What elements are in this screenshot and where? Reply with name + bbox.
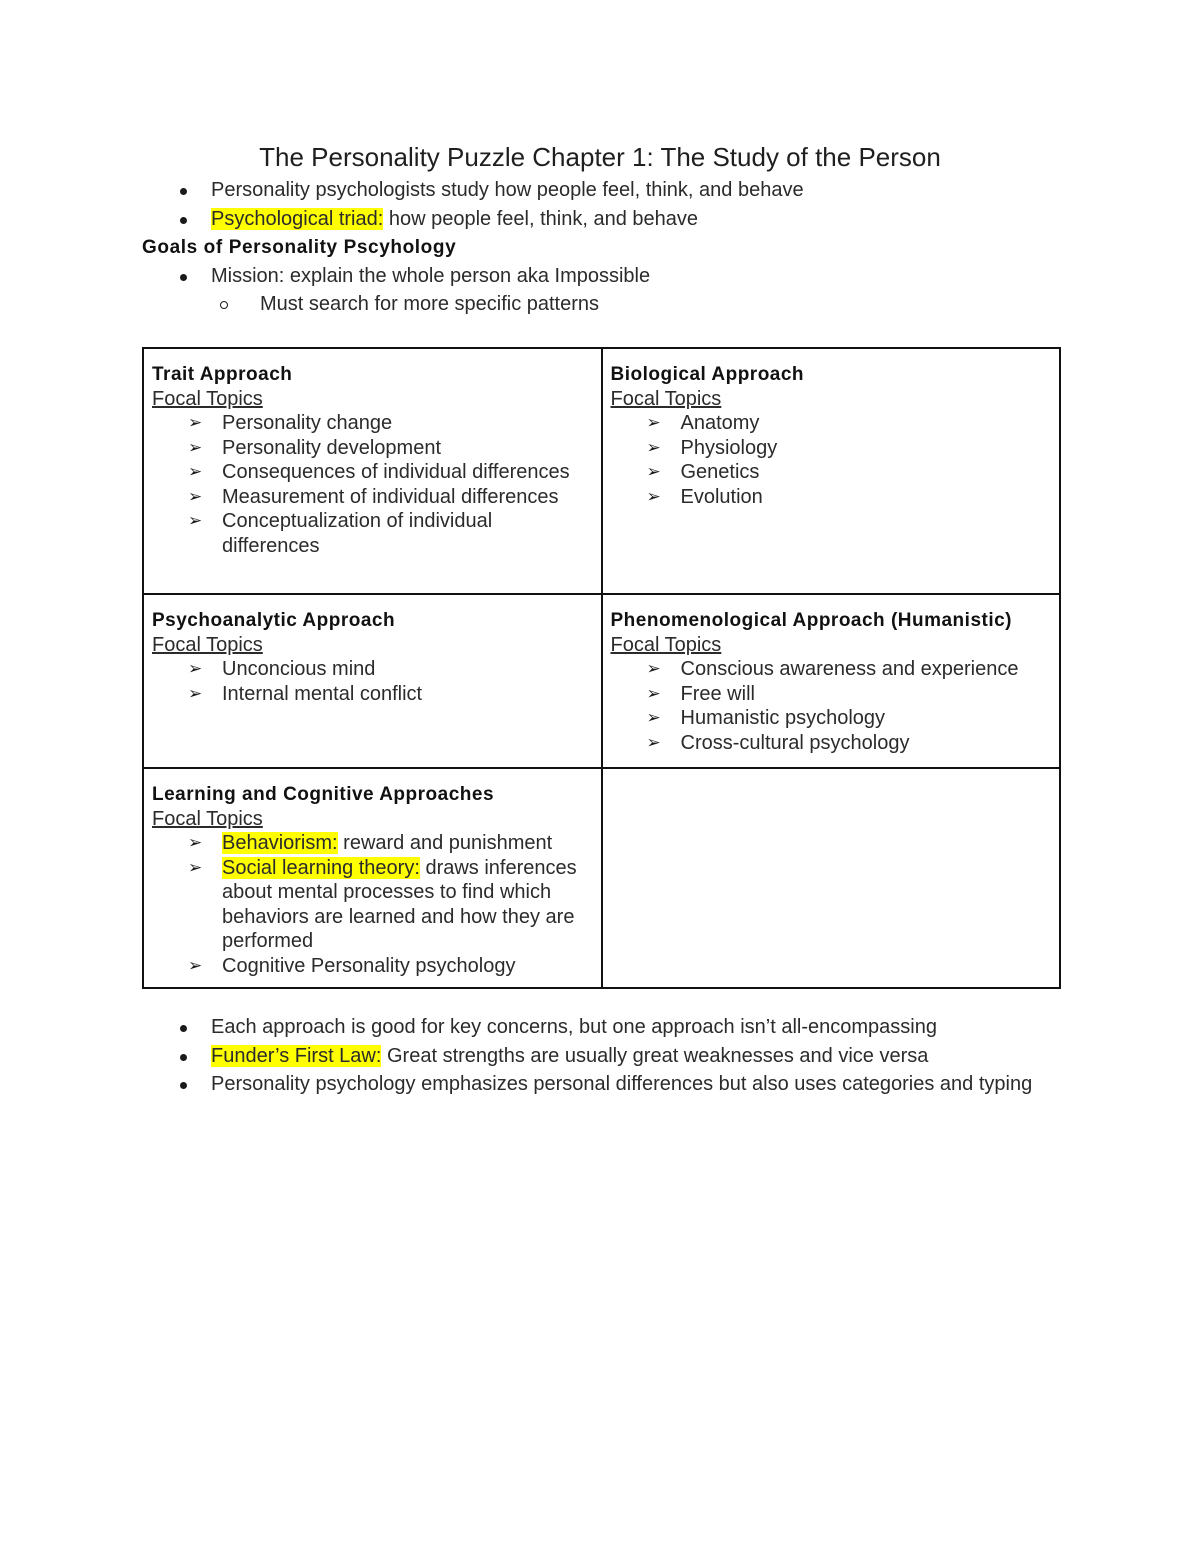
list-item (188, 485, 593, 510)
arrow-bullet-icon: ➢ (188, 857, 203, 878)
cell-subtitle: Focal Topics (152, 634, 263, 656)
page-title: The Personality Puzzle Chapter 1: The Study of the Person (259, 142, 941, 172)
list-item (647, 731, 1052, 756)
arrow-bullet-icon: ➢ (646, 659, 661, 679)
list-item (188, 954, 593, 979)
arrow-bullet-icon: ➢ (646, 732, 661, 753)
item-text: Internal mental conflict (222, 682, 423, 705)
goals-list (180, 262, 1080, 291)
list-item (188, 682, 593, 707)
list-item (647, 460, 1052, 485)
sub-list-item (220, 290, 1080, 319)
item-text: Physiology (680, 436, 778, 459)
approaches-table (142, 347, 1061, 989)
list-item (188, 460, 593, 485)
summary-item-text: Great strengths are usually great weaknesses and vice versa (381, 1044, 929, 1067)
arrow-bullet-icon: ➢ (188, 511, 203, 532)
list-item (180, 176, 1080, 205)
cell-title: Psychoanalytic Approach (152, 610, 396, 631)
section-heading-goals: Goals of Personality Pscyhology (142, 237, 457, 258)
highlighted-term: Social learning theory: (222, 856, 420, 879)
item-text: Humanistic psychology (680, 707, 886, 730)
arrow-bullet-icon: ➢ (646, 462, 661, 483)
cell-title: Trait Approach (152, 364, 293, 385)
arrow-list (152, 657, 593, 706)
cell-subtitle: Focal Topics (152, 808, 263, 830)
arrow-bullet-icon: ➢ (188, 462, 203, 483)
item-text: Cognitive Personality psychology (222, 954, 516, 977)
item-text: Personality development (222, 436, 442, 459)
item-text: Consequences of individual differences (222, 461, 570, 484)
item-text: Free will (680, 682, 755, 705)
intro-list (180, 176, 1080, 233)
arrow-bullet-icon: ➢ (646, 437, 661, 458)
list-item (647, 411, 1052, 436)
intro-item-text: how people feel, think, and behave (383, 207, 698, 230)
list-item (647, 485, 1052, 510)
cell-trait-approach (143, 348, 602, 594)
list-item (180, 205, 1080, 234)
goals-item-text: Mission: explain the whole person aka Impossible (211, 265, 651, 287)
cell-subtitle: Focal Topics (610, 634, 722, 656)
item-text: Evolution (680, 485, 763, 508)
item-text: Unconcious mind (222, 658, 376, 680)
arrow-bullet-icon: ➢ (188, 437, 203, 458)
list-item (188, 509, 593, 558)
item-text: reward and punishment (337, 832, 553, 854)
goals-subitem-text: Must search for more specific patterns (260, 293, 600, 315)
list-item (647, 682, 1052, 707)
arrow-list (611, 657, 1052, 755)
cell-title: Learning and Cognitive Approaches (152, 784, 495, 805)
item-text: Cross-cultural psychology (680, 731, 910, 754)
summary-list (180, 1013, 1060, 1099)
arrow-bullet-icon: ➢ (646, 413, 661, 433)
cell-learning-cognitive-approach (143, 768, 602, 988)
arrow-bullet-icon: ➢ (188, 683, 203, 704)
item-text: Personality change (222, 412, 393, 434)
list-item (180, 262, 1080, 291)
highlighted-term: Psychological triad: (211, 207, 384, 230)
arrow-bullet-icon: ➢ (188, 413, 203, 433)
item-text: Anatomy (680, 412, 760, 434)
table-row (143, 594, 1060, 768)
highlighted-term: Funder’s First Law: (211, 1044, 382, 1067)
list-item (188, 831, 593, 856)
list-item (188, 856, 593, 954)
arrow-list (152, 831, 593, 979)
item-text: Measurement of individual differences (222, 485, 559, 508)
list-item (647, 706, 1052, 731)
arrow-bullet-icon: ➢ (188, 955, 203, 976)
highlighted-term: Behaviorism: (222, 832, 338, 854)
arrow-list (152, 411, 593, 559)
list-item (180, 1070, 1060, 1099)
item-text: draws inferences about mental processes to find which behaviors are learned and how they are performed (222, 856, 577, 953)
cell-title: Biological Approach (610, 364, 805, 385)
item-text: Conceptualization of individual differences (222, 510, 493, 557)
arrow-bullet-icon: ➢ (188, 659, 203, 679)
arrow-bullet-icon: ➢ (188, 486, 203, 507)
cell-empty (602, 768, 1061, 988)
list-item (180, 1042, 1060, 1071)
arrow-bullet-icon: ➢ (188, 833, 203, 853)
goals-sublist (180, 290, 1080, 319)
list-item (647, 657, 1052, 682)
cell-biological-approach (602, 348, 1061, 594)
item-text: Genetics (680, 461, 760, 484)
list-item (188, 436, 593, 461)
list-item (647, 436, 1052, 461)
table-row (143, 768, 1060, 988)
summary-item-text: Personality psychology emphasizes personal differences but also uses categories and typing (211, 1073, 1033, 1095)
list-item (180, 1013, 1060, 1042)
arrow-list (611, 411, 1052, 509)
list-item (188, 411, 593, 436)
list-item (188, 657, 593, 682)
arrow-bullet-icon: ➢ (646, 486, 661, 507)
cell-subtitle: Focal Topics (152, 388, 263, 410)
arrow-bullet-icon: ➢ (646, 708, 661, 729)
summary-item-text: Each approach is good for key concerns, but one approach isn’t all-encompassing (211, 1016, 937, 1038)
table-row (143, 348, 1060, 594)
intro-item-text: Personality psychologists study how people feel, think, and behave (211, 179, 804, 201)
cell-title: Phenomenological Approach (Humanistic) (610, 610, 1013, 631)
item-text: Conscious awareness and experience (680, 658, 1019, 680)
arrow-bullet-icon: ➢ (646, 683, 661, 704)
cell-phenomenological-approach (602, 594, 1061, 768)
cell-psychoanalytic-approach (143, 594, 602, 768)
cell-subtitle: Focal Topics (610, 388, 722, 410)
